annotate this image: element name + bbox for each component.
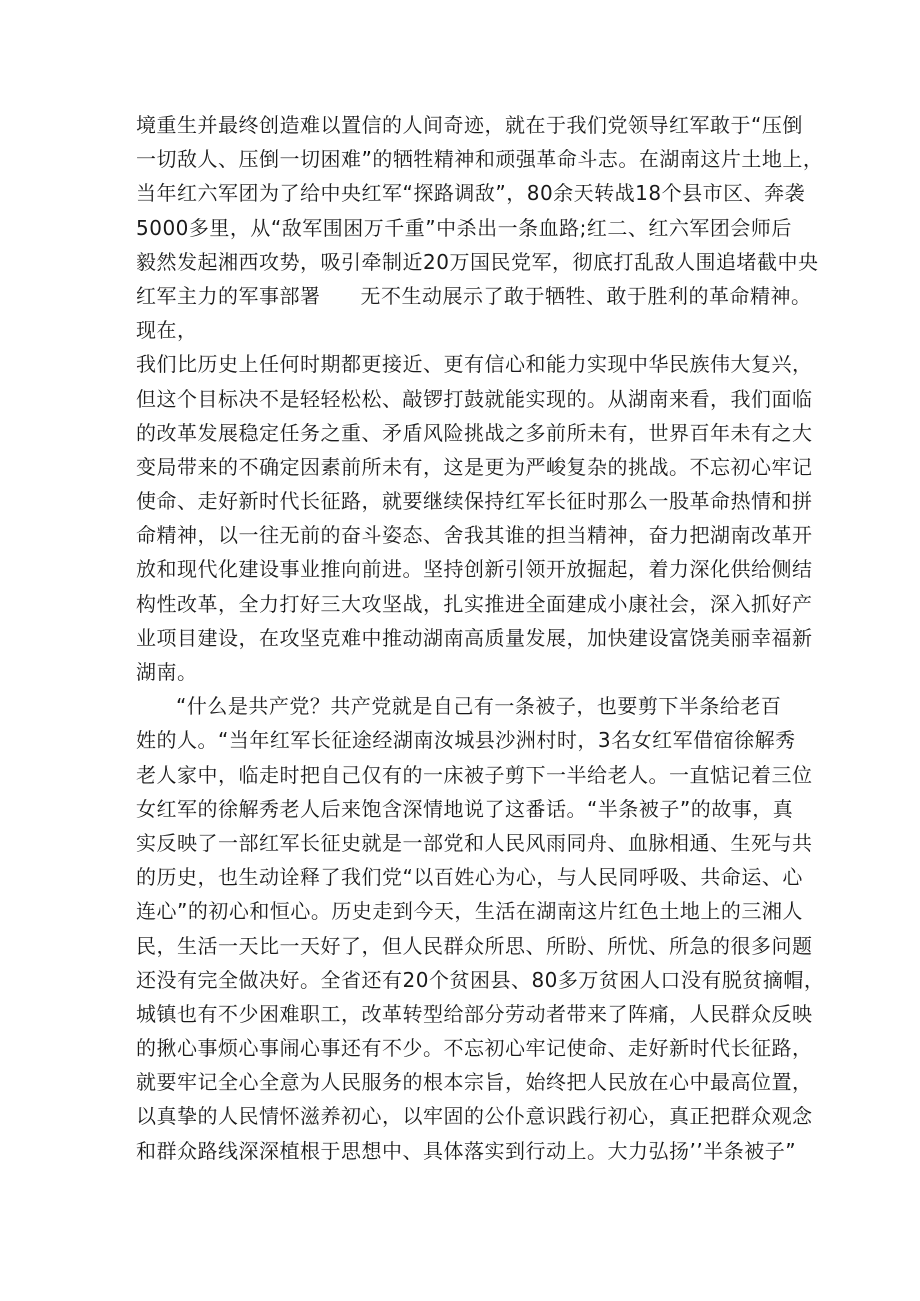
text-line: 业项目建设，在攻坚克难中推动湖南高质量发展，加快建设富饶美丽幸福新: [136, 625, 813, 650]
text-line: 的揪心事烦心事闹心事还有不少。不忘初心牢记使命、走好新时代长征路，: [136, 1036, 813, 1061]
text-line: 和群众路线深深植根于思想中、具体落实到行动上。大力弘扬’’半条被子”: [136, 1138, 797, 1163]
text-segment: 红军主力的军事部署: [136, 283, 321, 308]
text-line: 就要牢记全心全意为人民服务的根本宗旨，始终把人民放在心中最高位置，: [136, 1070, 813, 1095]
text-line: 变局带来的不确定因素前所未有，这是更为严峻复杂的挑战。不忘初心牢记: [136, 454, 813, 479]
body-text: [136, 108, 825, 1168]
text-line: 城镇也有不少困难职工，改革转型给部分劳动者带来了阵痛，人民群众反映: [136, 1001, 813, 1026]
text-line: 5000多里，从“敌军围困万千重”中杀出一条血路;红二、红六军团会师后: [136, 215, 792, 240]
text-line: 现在，: [136, 318, 198, 343]
text-line: 湖南。: [136, 660, 198, 684]
text-line: [136, 279, 812, 313]
text-line: 还没有完全做决好。全省还有20个贫困县、80多万贫困人口没有脱贫摘帽，: [136, 967, 825, 992]
text-line: 以真挚的人民情怀滋养初心，以牢固的公仆意识践行初心，真正把群众观念: [136, 1104, 813, 1129]
text-line: 连心”的初心和恒心。历史走到今天，生活在湖南这片红色土地上的三湘人: [136, 899, 803, 924]
text-line: 老人家中，临走时把自己仅有的一床被子剪下一半给老人。一直惦记着三位: [136, 762, 813, 787]
text-line: 的改革发展稳定任务之重、矛盾风险挑战之多前所未有，世界百年未有之大: [136, 420, 813, 445]
text-line: 构性改革，全力打好三大攻坚战，扎实推进全面建成小康社会，深入抓好产: [136, 591, 813, 616]
text-segment: 无不生动展示了敢于牺牲、敢于胜利的革命精神。: [360, 283, 812, 308]
text-line: 姓的人。“当年红军长征途经湖南汝城县沙洲村时，3名女红军借宿徐解秀: [136, 728, 796, 753]
text-line: “什么是共产党？共产党就是自己有一条被子，也要剪下半条给老百: [176, 694, 782, 719]
text-line: 命精神，以一往无前的奋斗姿态、舍我其谁的担当精神，奋力把湖南改革开: [136, 523, 813, 548]
text-line: 实反映了一部红军长征史就是一部党和人民风雨同舟、血脉相通、生死与共: [136, 830, 813, 855]
text-line: 使命、走好新时代长征路，就要继续保持红军长征时那么一股革命热情和拼: [136, 489, 813, 514]
text-line: 毅然发起湘西攻势，吸引牵制近20万国民党军，彻底打乱敌人围追堵截中央: [136, 249, 819, 274]
text-line: 境重生并最终创造难以置信的人间奇迹，就在于我们党领导红军敢于“压倒: [136, 113, 803, 137]
text-line: 民，生活一天比一天好了，但人民群众所思、所盼、所忧、所急的很多问题: [136, 933, 813, 958]
text-line: 当年红六军团为了给中央红军“探路调敌”，80余天转战18个县市区、奔袭: [136, 181, 806, 206]
text-line: 一切敌人、压倒一切困难”的牺牲精神和顽强革命斗志。在湖南这片土地上，: [136, 147, 824, 172]
text-line: 女红军的徐解秀老人后来饱含深情地说了这番话。“半条被子”的故事，真: [136, 796, 794, 821]
text-line: 我们比历史上任何时期都更接近、更有信心和能力实现中华民族伟大复兴，: [136, 352, 813, 377]
text-line: 但这个目标决不是轻轻松松、敲锣打鼓就能实现的。从湖南来看，我们面临: [136, 386, 813, 411]
text-line: 的历史，也生动诠释了我们党“以百姓心为心，与人民同呼吸、共命运、心: [136, 865, 803, 890]
text-line: 放和现代化建设事业推向前进。坚持创新引领开放掘起，着力深化供给侧结: [136, 557, 813, 582]
